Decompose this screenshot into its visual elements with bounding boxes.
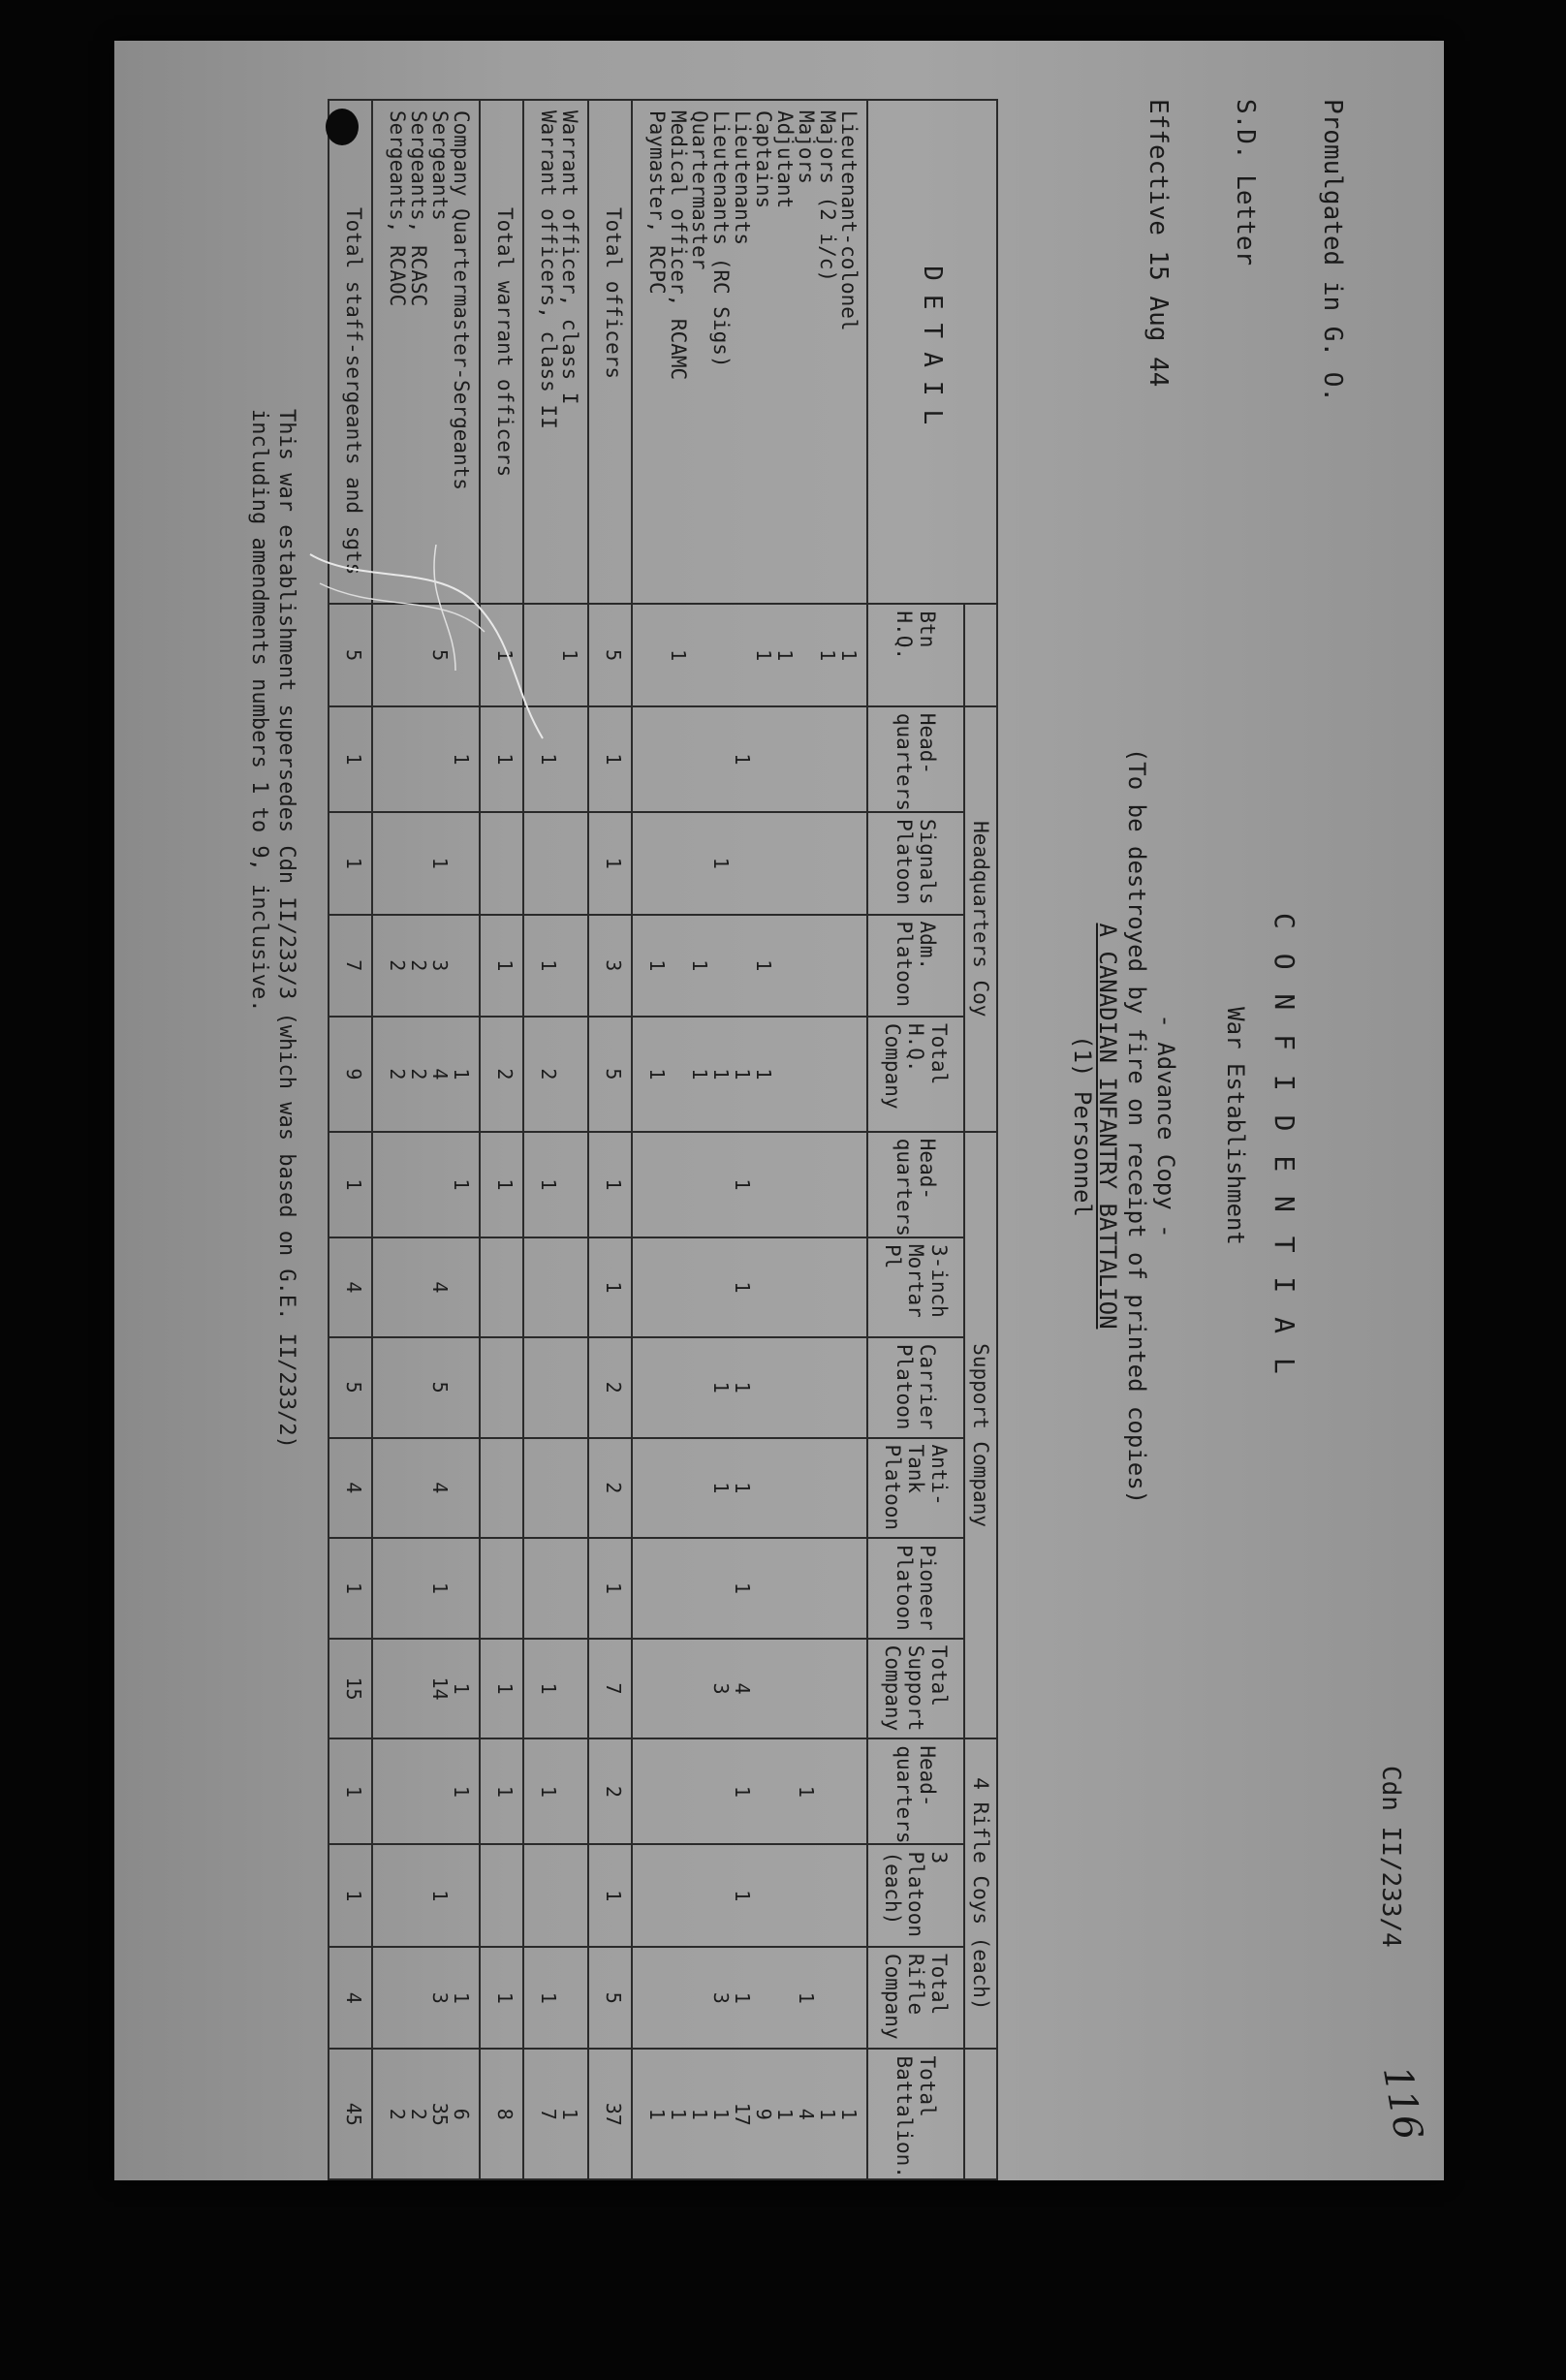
table-cell: 1 3 [372,1947,480,2050]
row-label: Lieutenant-colonel Majors (2 i/c) Majors Adjutant Captains Lieutenants Lieutenants (RC Sigs) Quartermaster Medical officer, RCAMC Paymaster, RCPC [632,100,867,604]
rotated-document [114,41,1444,2180]
table-row [480,100,523,2179]
col-total-hq: Total H.Q. Company [867,1017,964,1132]
table-cell: 1 [523,706,588,812]
table-cell: 1 1 [632,1438,867,1539]
table-cell [523,1538,588,1639]
table-cell [480,1844,523,1947]
table-cell: 2 [523,1017,588,1132]
table-cell: 1 [372,1132,480,1237]
col-carrier: Carrier Platoon [867,1337,964,1438]
table-cell: 1 [588,1132,632,1237]
ink-blot [326,109,359,145]
row-label: Total staff-sergeants and sgts [329,100,372,604]
table-cell: 3 [588,915,632,1018]
table-cell: 1 [588,1538,632,1639]
table-cell [523,1438,588,1539]
group-header-row [964,100,997,2179]
group-blank-1 [964,604,997,705]
letter-line: S.D. Letter [1231,99,1260,266]
table-cell: 5 [372,604,480,705]
table-row [632,100,867,2179]
table-cell: 1 [632,1237,867,1337]
table-cell: 5 [588,604,632,705]
advance-copy: - Advance Copy - [1152,1014,1179,1238]
table-cell [523,812,588,915]
table-cell: 15 [329,1639,372,1739]
table-cell: 1 [588,812,632,915]
table-cell: 1 [480,604,523,705]
group-support-coy: Support Company [964,1132,997,1739]
table-cell: 4 [372,1438,480,1539]
table-cell [523,1237,588,1337]
table-cell: 1 4 2 2 [372,1017,480,1132]
table-row [588,100,632,2179]
table-cell: 1 [480,1947,523,2050]
table-cell: 4 [329,1947,372,2050]
promulgation-line: Promulgated in G. O. [1318,99,1347,403]
group-blank-2 [964,2049,997,2179]
table-cell: 1 [329,1538,372,1639]
row-label: Warrant officer, class I Warrant officers, class II [523,100,588,604]
table-cell: 1 [372,1538,480,1639]
unit-name: A CANADIAN INFANTRY BATTALION [1094,923,1121,1330]
table-cell: 1 1 [632,1337,867,1438]
table-cell: 5 [588,1947,632,2050]
table-cell: 1 14 [372,1639,480,1739]
table-row [523,100,588,2179]
col-adm: Adm. Platoon [867,915,964,1018]
col-support-hq: Head- quarters [867,1132,964,1237]
table-cell: 5 [329,604,372,705]
table-cell: 1 [588,1237,632,1337]
table-cell: 7 [588,1639,632,1739]
col-rifle-platoon: 3 Platoon (each) [867,1844,964,1947]
table-cell: 1 [588,706,632,812]
table-cell: 1 [480,915,523,1018]
table-cell: 1 1 1 [632,915,867,1018]
table-body [329,100,867,2179]
table-cell: 1 1 1 1 1 [632,1017,867,1132]
table-cell: 1 [329,1132,372,1237]
table-cell: 1 [523,915,588,1018]
table-cell: 2 [588,1438,632,1539]
table-cell: 6 35 2 2 [372,2049,480,2179]
table-cell: 1 [523,604,588,705]
table-cell: 1 [523,1738,588,1844]
table-cell: 1 [523,1639,588,1739]
table-cell: 8 [480,2049,523,2179]
table-cell: 5 [588,1017,632,1132]
col-total-rifle: Total Rifle Company [867,1947,964,2050]
promulgation-block [1085,99,1405,402]
table-cell [523,1844,588,1947]
table-cell: 1 [329,1738,372,1844]
document-subtitle: War Establishment [1222,1007,1249,1245]
table-cell: 1 [632,706,867,812]
table-cell: 1 [372,706,480,812]
table-cell: 1 [632,1844,867,1947]
table-cell: 4 3 [632,1639,867,1739]
row-label: Total warrant officers [480,100,523,604]
table-cell [480,1237,523,1337]
table-cell: 7 [329,915,372,1018]
table-row [329,100,372,2179]
table-cell: 37 [588,2049,632,2179]
table-cell [480,1337,523,1438]
table-cell: 1 [329,1844,372,1947]
table-cell: 1 [523,1132,588,1237]
col-signals: Signals Platoon [867,812,964,915]
destroy-note: (To be destroyed by fire on receipt of printed copies) [1123,747,1150,1505]
table-cell: 2 [588,1337,632,1438]
table-cell: 1 [632,1538,867,1639]
table-cell: 4 [372,1237,480,1337]
table-cell: 45 [329,2049,372,2179]
table-row [372,100,480,2179]
table-cell: 5 [329,1337,372,1438]
classification-title: C O N F I D E N T I A L [1268,913,1300,1378]
table-cell [480,1438,523,1539]
table-cell: 1 1 3 [632,1947,867,2050]
col-rifle-hq: Head- quarters [867,1738,964,1844]
table-cell: 1 [372,812,480,915]
table-cell: 1 [480,1132,523,1237]
section-heading: (1) Personnel [1069,1035,1096,1217]
table-cell: 4 [329,1237,372,1337]
table-cell: 1 [480,1738,523,1844]
table-cell: 9 [329,1017,372,1132]
col-mortar: 3-inch Mortar Pl [867,1237,964,1337]
scratch-mark [300,545,552,758]
amendments-note: including amendments numbers 1 to 9, inclusive. [247,409,271,1013]
table-cell: 1 [632,812,867,915]
table-cell: 1 7 [523,2049,588,2179]
reference-number: Cdn II/233/4 [1376,1766,1405,1948]
table-cell [523,1337,588,1438]
table-cell: 1 [329,706,372,812]
table-cell: 1 [480,1639,523,1739]
war-establishment-table [328,99,998,2180]
col-pioneer: Pioneer Platoon [867,1538,964,1639]
table-cell: 1 [523,1947,588,2050]
table-cell: 4 [329,1438,372,1539]
group-rifle-coys: 4 Rifle Coys (each) [964,1738,997,2049]
table-cell: 5 [372,1337,480,1438]
effective-date: Effective 15 Aug 44 [1143,99,1173,388]
col-total-support: Total Support Company [867,1639,964,1739]
table-cell: 1 [588,1844,632,1947]
supersedes-note: This war establishment supersedes Cdn II/233/3 (which was based on G.E. II/233/2) [274,409,298,1449]
row-label: Company Quartermaster-Sergeants Sergeants Sergeants, RCASC Sergeants, RCAOC [372,100,480,604]
group-hq-coy: Headquarters Coy [964,706,997,1132]
col-total-battalion: Total Battalion. [867,2049,964,2179]
table-cell: 1 1 4 1 9 17 1 1 1 1 [632,2049,867,2179]
col-btn-hq: Btn H.Q. [867,604,964,705]
table-cell: 1 1 1 1 1 [632,604,867,705]
col-antitank: Anti-Tank Platoon [867,1438,964,1539]
detail-header: DETAIL [867,100,997,604]
table-cell: 1 [632,1132,867,1237]
table-cell [480,812,523,915]
table-cell: 1 [329,812,372,915]
col-hq-coy-hq: Head- quarters [867,706,964,812]
document-page [114,41,1444,2180]
table-cell: 1 [372,1844,480,1947]
table-cell: 1 1 [632,1738,867,1844]
table-cell: 1 [480,706,523,812]
table-cell: 3 2 2 [372,915,480,1018]
row-label: Total officers [588,100,632,604]
table-cell [480,1538,523,1639]
table-cell: 1 [372,1738,480,1844]
table-cell: 2 [588,1738,632,1844]
table-cell: 2 [480,1017,523,1132]
page-number: 116 [1373,2062,1431,2144]
